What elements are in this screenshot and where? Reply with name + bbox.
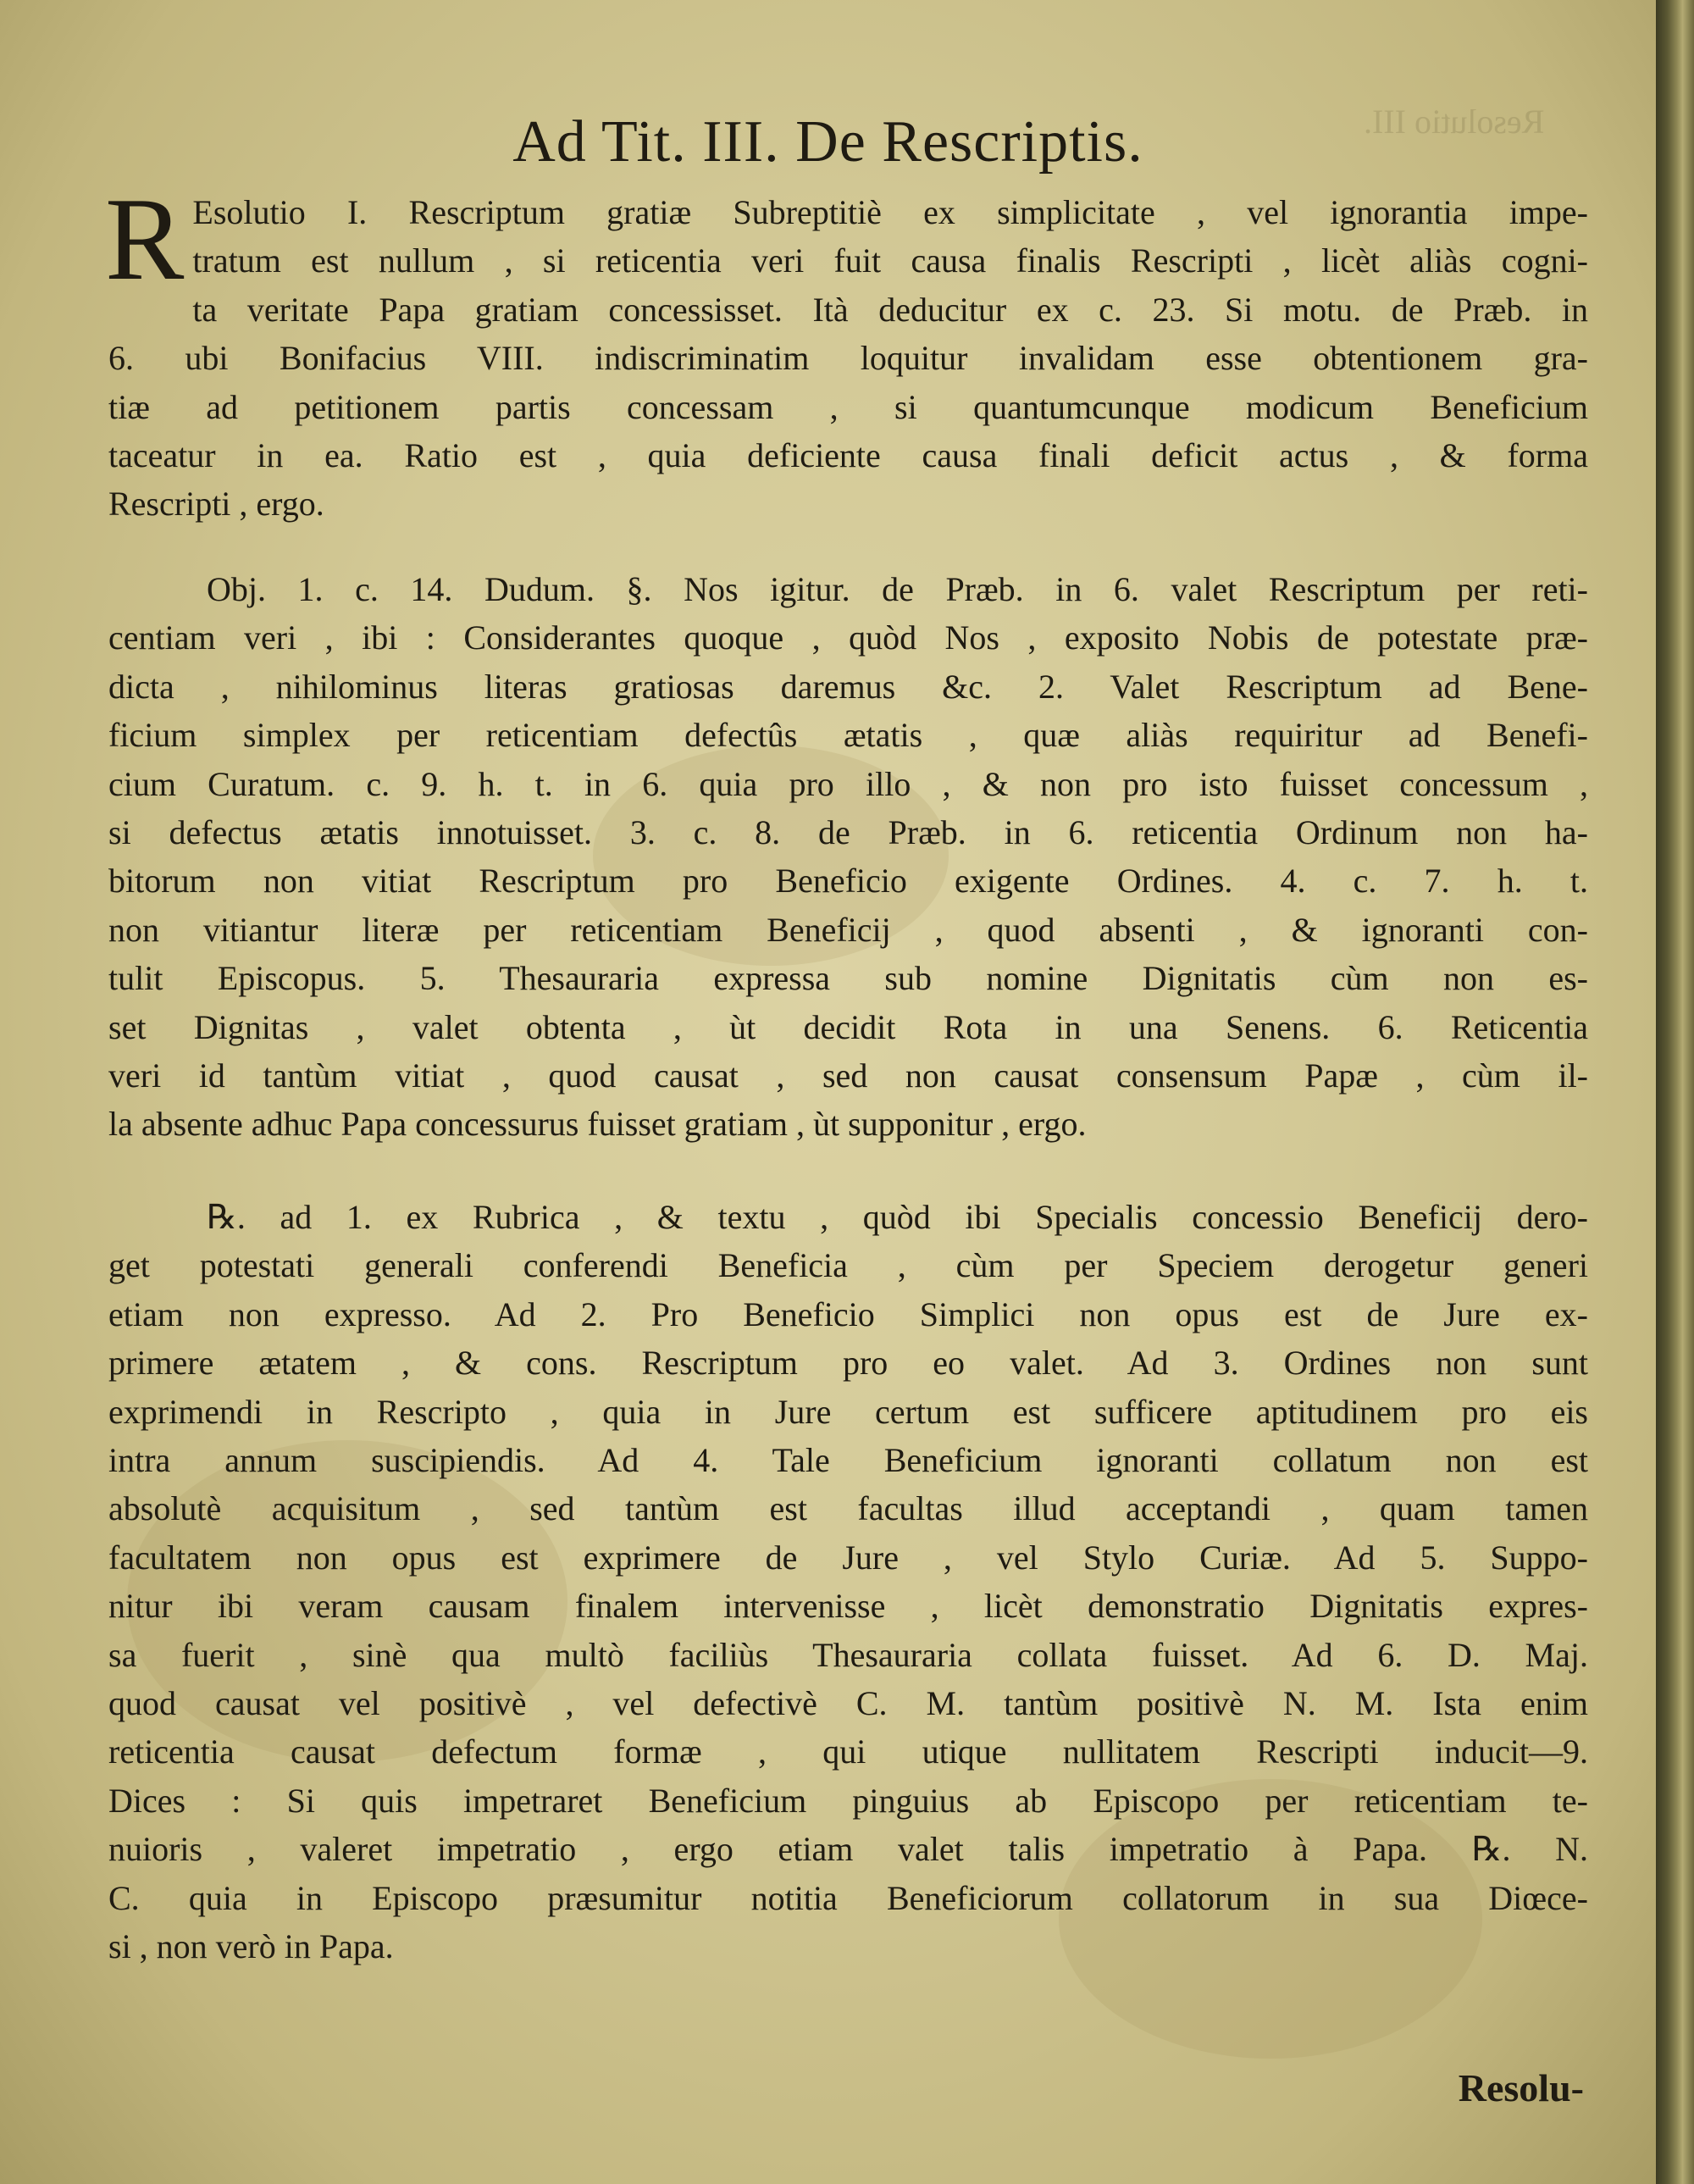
show-through-text: Resolutio III.	[1364, 103, 1545, 141]
text-line: ℞. ad 1. ex Rubrica , & textu , quòd ibi Specialis concessio Beneficij dero-	[207, 1198, 1588, 1236]
paragraph-objections	[108, 565, 1588, 1149]
text-line: tulit Episcopus. 5. Thesauraria expressa sub nomine Dignitatis cùm non es-	[108, 959, 1588, 998]
text-line: Esolutio I. Rescriptum gratiæ Subreptitiè ex simplicitate , vel ignorantia impe-	[192, 193, 1588, 231]
text-line: centiam veri , ibi : Considerantes quoque , quòd Nos , exposito Nobis de potestate præ-	[108, 618, 1588, 657]
text-line: exprimendi in Rescripto , quia in Jure certum est sufficere aptitudinem pro eis	[108, 1392, 1588, 1431]
text-line: quod causat vel positivè , vel defectivè C. M. tantùm positivè N. M. Ista enim	[108, 1684, 1588, 1723]
text-line: get potestati generali conferendi Beneficia , cùm per Speciem derogetur generi	[108, 1246, 1588, 1285]
text-line: dicta , nihilominus literas gratiosas daremus &c. 2. Valet Rescriptum ad Bene-	[108, 667, 1588, 706]
text-line: tratum est nullum , si reticentia veri fuit causa finalis Rescripti , licèt aliàs cogni-	[192, 241, 1588, 280]
text-line: absolutè acquisitum , sed tantùm est facultas illud acceptandi , quam tamen	[108, 1489, 1588, 1528]
text-line: Rescripti , ergo.	[108, 485, 324, 524]
text-line: reticentia causat defectum formæ , qui utique nullitatem Rescripti inducit—9.	[108, 1732, 1588, 1771]
text-line: set Dignitas , valet obtenta , ùt decidit Rota in una Senens. 6. Reticentia	[108, 1007, 1588, 1046]
paragraph-responses	[108, 1193, 1588, 1971]
page-edge	[1656, 0, 1694, 2184]
text-line: C. quia in Episcopo præsumitur notitia Beneficiorum collatorum in sua Diœce-	[108, 1878, 1588, 1917]
text-line: intra annum suscipiendis. Ad 4. Tale Beneficium ignoranti collatum non est	[108, 1441, 1588, 1480]
drop-cap: R	[105, 174, 185, 305]
text-line: veri id tantùm vitiat , quod causat , sed non causat consensum Papæ , cùm il-	[108, 1056, 1588, 1095]
text-line: si defectus ætatis innotuisset. 3. c. 8. de Præb. in 6. reticentia Ordinum non ha-	[108, 813, 1588, 852]
text-line: Dices : Si quis impetraret Beneficium pinguius ab Episcopo per reticentiam te-	[108, 1781, 1588, 1820]
text-line: cium Curatum. c. 9. h. t. in 6. quia pro illo , & non pro isto fuisset concessum ,	[108, 764, 1588, 803]
text-line: sa fuerit , sinè qua multò faciliùs Thesauraria collata fuisset. Ad 6. D. Maj.	[108, 1635, 1588, 1674]
text-line: ficium simplex per reticentiam defectûs ætatis , quæ aliàs requiritur ad Benefi-	[108, 716, 1588, 755]
text-line: la absente adhuc Papa concessurus fuisset gratiam , ùt supponitur , ergo.	[108, 1105, 1087, 1144]
text-line: Obj. 1. c. 14. Dudum. §. Nos igitur. de Præb. in 6. valet Rescriptum per reti-	[207, 570, 1588, 608]
text-line: 6. ubi Bonifacius VIII. indiscriminatim loquitur invalidam esse obtentionem gra-	[108, 339, 1588, 378]
text-line: etiam non expresso. Ad 2. Pro Beneficio Simplici non opus est de Jure ex-	[108, 1294, 1588, 1333]
text-line: non vitiantur literæ per reticentiam Beneficij , quod absenti , & ignoranti con-	[108, 910, 1588, 949]
text-line: bitorum non vitiat Rescriptum pro Beneficio exigente Ordines. 4. c. 7. h. t.	[108, 862, 1588, 901]
text-line: ta veritate Papa gratiam concessisset. Ità deducitur ex c. 23. Si motu. de Præb. in	[192, 290, 1588, 329]
catchword: Resolu-	[1458, 2066, 1584, 2109]
paragraph-resolutio	[105, 174, 1588, 529]
text-line: si , non verò in Papa.	[108, 1927, 394, 1966]
text-line: taceatur in ea. Ratio est , quia deficiente causa finali deficit actus , & forma	[108, 436, 1588, 475]
text-line: primere ætatem , & cons. Rescriptum pro eo valet. Ad 3. Ordines non sunt	[108, 1344, 1588, 1383]
text-line: nitur ibi veram causam finalem intervenisse , licèt demonstratio Dignitatis expres-	[108, 1587, 1588, 1626]
text-line: nuioris , valeret impetratio , ergo etiam valet talis impetratio à Papa. ℞. N.	[108, 1830, 1588, 1869]
page-heading: Ad Tit. III. De Rescriptis.	[512, 109, 1143, 175]
text-line: facultatem non opus est exprimere de Jure , vel Stylo Curiæ. Ad 5. Suppo-	[108, 1538, 1588, 1577]
text-line: tiæ ad petitionem partis concessam , si quantumcunque modicum Beneficium	[108, 387, 1588, 426]
